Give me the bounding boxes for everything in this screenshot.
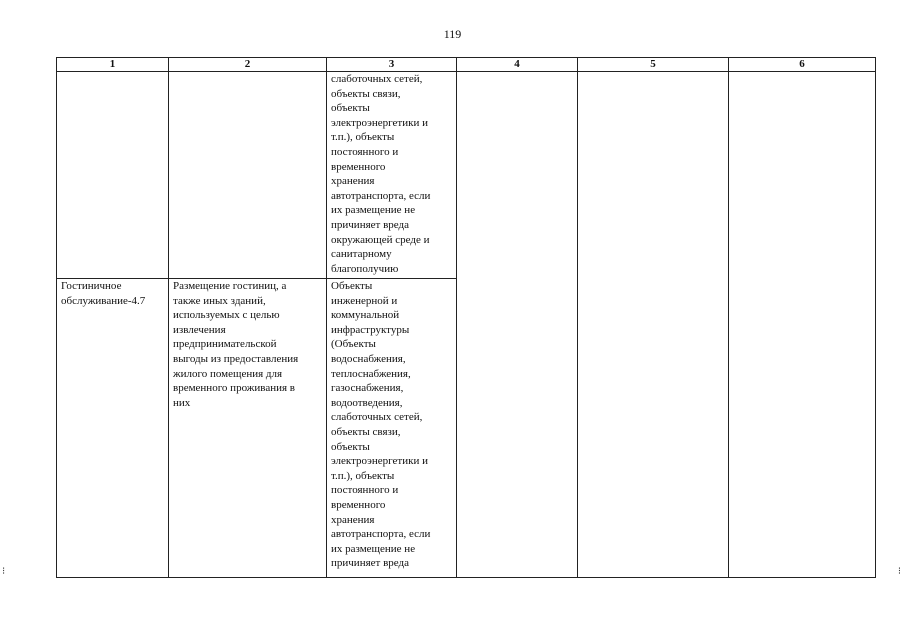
table-row [57,72,876,279]
cell-zone-name: Гостиничное обслуживание-4.7 [57,279,169,578]
column-header-4: 4 [457,58,578,72]
column-header-6: 6 [729,58,876,72]
data-table [56,57,876,578]
cell-column-4 [457,72,578,279]
page-number: 119 [443,27,462,41]
cell-column-6 [729,279,876,578]
cell-auxiliary-uses: Объекты инженерной и коммунальной инфраструктуры (Объекты водоснабжения, теплоснабжения, газоснабжения, водоотведения, слаботочных сетей, объекты связи, объекты электроэнергетики и т.п.), объекты постоянного и временного хранения автотранспорта, если их размещение не причиняет вреда [327,279,457,578]
table-header-row [57,58,876,72]
left-edge-mark: ⁝ [2,566,6,577]
column-header-1: 1 [57,58,169,72]
cell-column-4 [457,279,578,578]
cell-column-6 [729,72,876,279]
cell-zone-name [57,72,169,279]
column-header-3: 3 [327,58,457,72]
cell-column-5 [578,72,729,279]
cell-column-5 [578,279,729,578]
column-header-2: 2 [169,58,327,72]
cell-description [169,72,327,279]
column-header-5: 5 [578,58,729,72]
table-row [57,279,876,578]
cell-auxiliary-uses: слаботочных сетей, объекты связи, объекты электроэнергетики и т.п.), объекты постоянного и временного хранения автотранспорта, если их размещение не причиняет вреда окружающей среде и санитарному благополучию [327,72,457,279]
cell-description: Размещение гостиниц, а также иных зданий, используемых с целью извлечения предпринимательской выгоды из предоставления жилого помещения для временного проживания в них [169,279,327,578]
right-edge-mark: ⁝ [897,566,901,577]
